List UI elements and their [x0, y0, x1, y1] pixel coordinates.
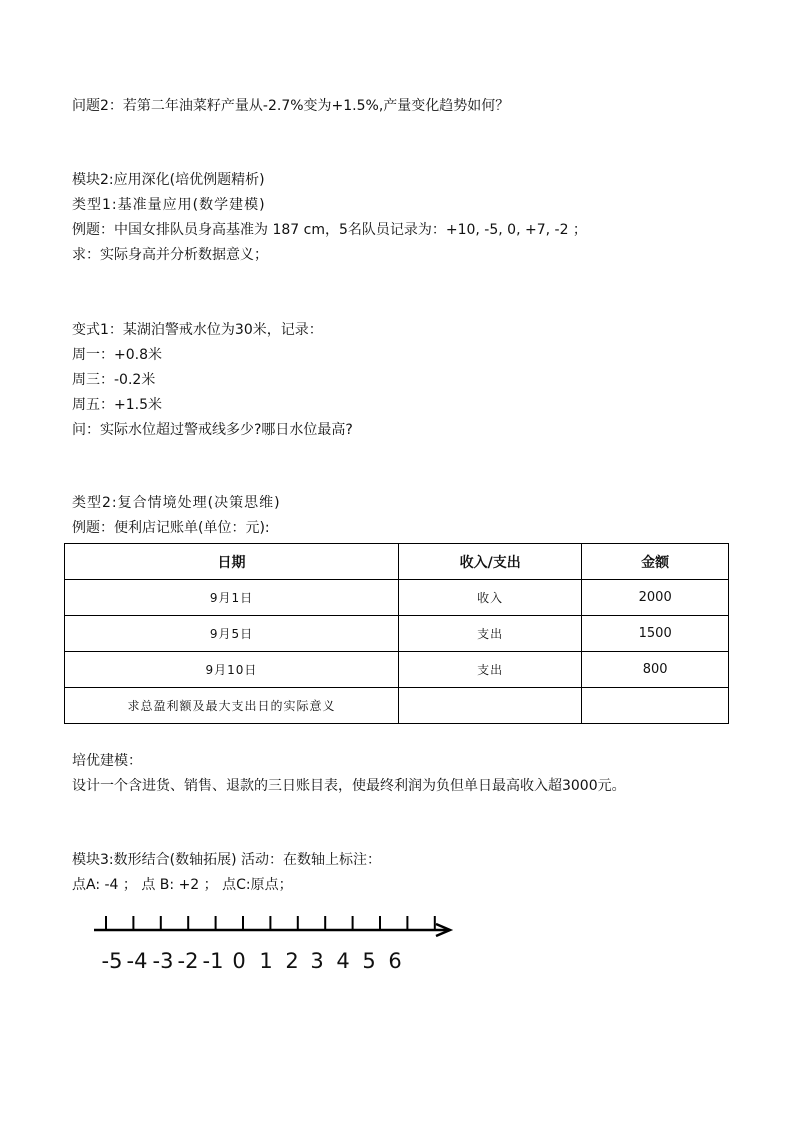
- table-row: [65, 688, 729, 724]
- number-line: [70, 896, 470, 986]
- cell-date: 9月1日: [65, 580, 399, 616]
- cell-amount: 2000: [582, 580, 729, 616]
- cell-question: 求总盈利额及最大支出日的实际意义: [65, 688, 399, 724]
- ledger-table: [64, 543, 729, 724]
- cell-type: 支出: [398, 652, 581, 688]
- cell-amount: 800: [582, 652, 729, 688]
- friday-record: 周五：+1.5米: [72, 397, 162, 413]
- header-type: 收入/支出: [398, 544, 581, 580]
- monday-record: 周一：+0.8米: [72, 347, 162, 363]
- table-header-row: [65, 544, 729, 580]
- number-line-label: -4: [126, 949, 148, 973]
- points-instruction: 点A: -4 ； 点 B: +2 ； 点C:原点；: [72, 877, 293, 893]
- table-row: [65, 580, 729, 616]
- wednesday-record: 周三：-0.2米: [72, 372, 156, 388]
- cell-empty: [582, 688, 729, 724]
- question-2: 问题2：若第二年油菜籽产量从-2.7%变为+1.5%,产量变化趋势如何？: [72, 98, 510, 114]
- number-line-label: 5: [362, 949, 376, 973]
- number-line-label: 6: [388, 949, 402, 973]
- example-2: 例题：便利店记账单(单位：元):: [72, 520, 270, 536]
- cell-empty: [398, 688, 581, 724]
- module-2-title: 模块2:应用深化(培优例题精析): [72, 172, 265, 188]
- number-line-label: -5: [101, 949, 123, 973]
- example-1: 例题：中国女排队员身高基准为 187 cm，5名队员记录为：+10, -5, 0, +7, -2 ；: [72, 222, 587, 238]
- number-line-label: -3: [152, 949, 174, 973]
- number-line-label: 4: [336, 949, 350, 973]
- header-amount: 金额: [582, 544, 729, 580]
- table-row: [65, 616, 729, 652]
- variant-1: 变式1：某湖泊警戒水位为30米，记录：: [72, 322, 323, 338]
- cell-date: 9月10日: [65, 652, 399, 688]
- module-3-title: 模块3:数形结合(数轴拓展) 活动：在数轴上标注：: [72, 852, 381, 868]
- header-date: 日期: [65, 544, 399, 580]
- number-line-label: 1: [259, 949, 273, 973]
- advanced-body: 设计一个含进货、销售、退款的三日账目表，使最终利润为负但单日最高收入超3000元。: [72, 778, 626, 794]
- number-line-label: -2: [177, 949, 199, 973]
- type-1-title: 类型1:基准量应用(数学建模): [72, 197, 266, 213]
- cell-date: 9月5日: [65, 616, 399, 652]
- number-line-label: 3: [310, 949, 324, 973]
- type-2-title: 类型2:复合情境处理(决策思维): [72, 495, 281, 511]
- table-row: [65, 652, 729, 688]
- cell-amount: 1500: [582, 616, 729, 652]
- advanced-title: 培优建模：: [72, 753, 142, 769]
- ask-2: 问：实际水位超过警戒线多少?哪日水位最高?: [72, 422, 353, 438]
- number-line-label: 0: [232, 949, 246, 973]
- number-line-label: -1: [202, 949, 224, 973]
- cell-type: 收入: [398, 580, 581, 616]
- number-line-label: 2: [285, 949, 299, 973]
- cell-type: 支出: [398, 616, 581, 652]
- ask-1: 求：实际身高并分析数据意义；: [72, 247, 268, 263]
